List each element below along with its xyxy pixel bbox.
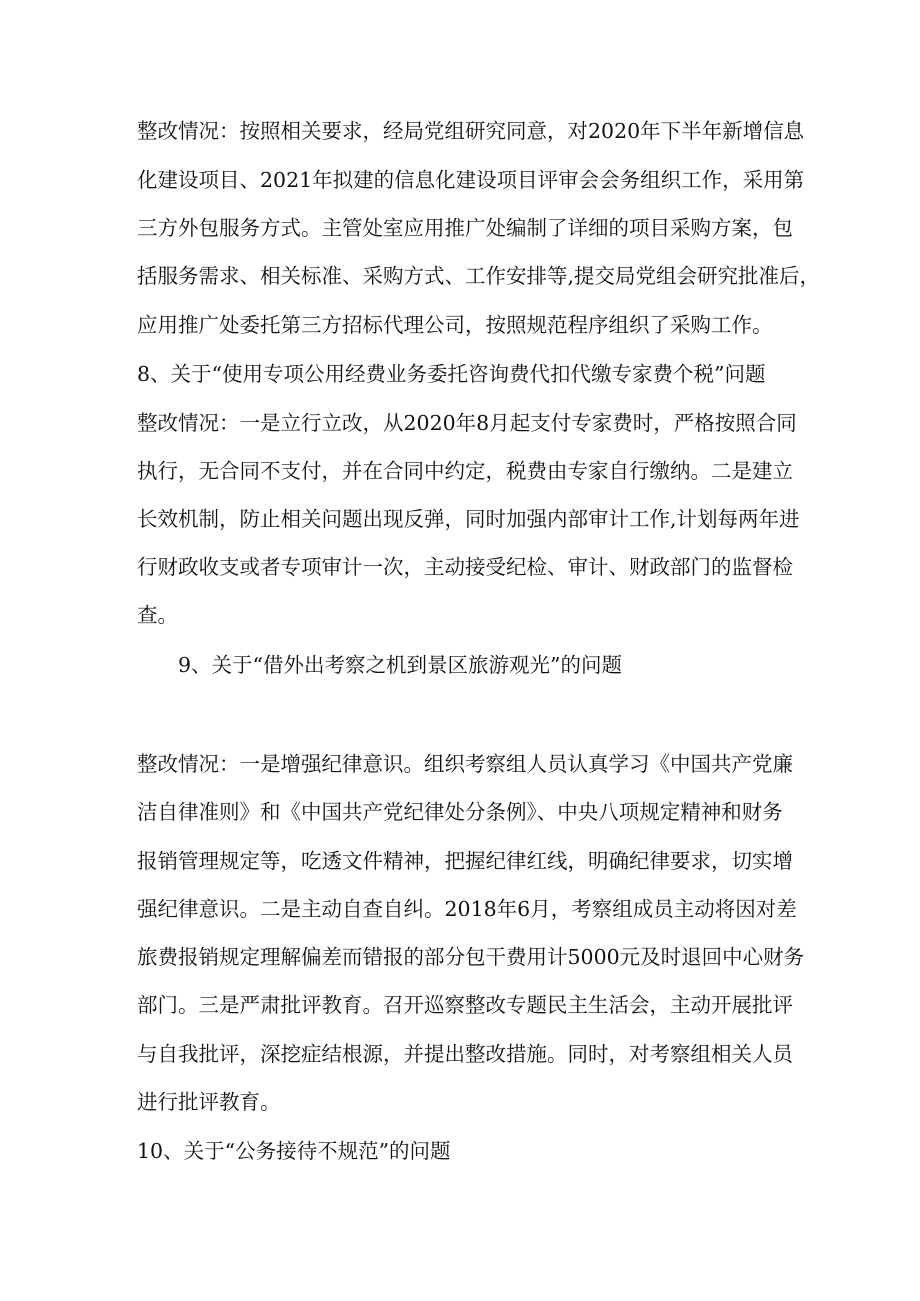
paragraph-line: 行财政收支或者专项审计一次，主动接受纪检、审计、财政部门的监督检 bbox=[137, 555, 793, 579]
paragraph-line: 洁自律准则》和《中国共产党纪律处分条例》、中央八项规定精神和财务 bbox=[137, 800, 783, 824]
paragraph-line: 执行，无合同不支付，并在合同中约定，税费由专家自行缴纳。二是建立 bbox=[137, 459, 793, 483]
paragraph-line: 三方外包服务方式。主管处室应用推广处编制了详细的项目采购方案，包 bbox=[137, 216, 793, 240]
paragraph-line: 进行批评教育。 bbox=[137, 1090, 281, 1114]
paragraph-line: 报销管理规定等，吃透文件精神，把握纪律红线，明确纪律要求，切实增 bbox=[137, 849, 793, 873]
section-heading: 10、关于“公务接待不规范”的问题 bbox=[137, 1139, 451, 1163]
paragraph-line: 括服务需求、相关标准、采购方式、工作安排等,提交局党组会研究批准后， bbox=[137, 264, 821, 288]
paragraph-line: 部门。三是严肃批评教育。召开巡察整改专题民主生活会，主动开展批评 bbox=[137, 993, 793, 1017]
section-heading: 9、关于“借外出考察之机到景区旅游观光”的问题 bbox=[178, 653, 623, 677]
paragraph-line: 应用推广处委托第三方招标代理公司，按照规范程序组织了采购工作。 bbox=[137, 313, 773, 337]
paragraph-line: 强纪律意识。二是主动自查自纠。2018年6月，考察组成员主动将因对差 bbox=[137, 897, 797, 921]
paragraph-line: 整改情况：一是立行立改，从2020年8月起支付专家费时，严格按照合同 bbox=[137, 411, 797, 435]
paragraph-line: 旅费报销规定理解偏差而错报的部分包干费用计5000元及时退回中心财务 bbox=[137, 945, 805, 969]
paragraph-line: 整改情况：一是增强纪律意识。组织考察组人员认真学习《中国共产党廉 bbox=[137, 752, 793, 776]
paragraph-line: 长效机制，防止相关问题出现反弹，同时加强内部审计工作,计划每两年进 bbox=[137, 507, 800, 531]
paragraph-line: 查。 bbox=[137, 603, 178, 627]
paragraph-line: 与自我批评，深挖症结根源，并提出整改措施。同时，对考察组相关人员 bbox=[137, 1042, 793, 1066]
paragraph-line: 整改情况：按照相关要求，经局党组研究同意，对2020年下半年新增信息 bbox=[137, 119, 805, 143]
paragraph-line: 化建设项目、2021年拟建的信息化建设项目评审会会务组织工作，采用第 bbox=[137, 168, 805, 192]
section-heading: 8、关于“使用专项公用经费业务委托咨询费代扣代缴专家费个税”问题 bbox=[137, 362, 766, 386]
